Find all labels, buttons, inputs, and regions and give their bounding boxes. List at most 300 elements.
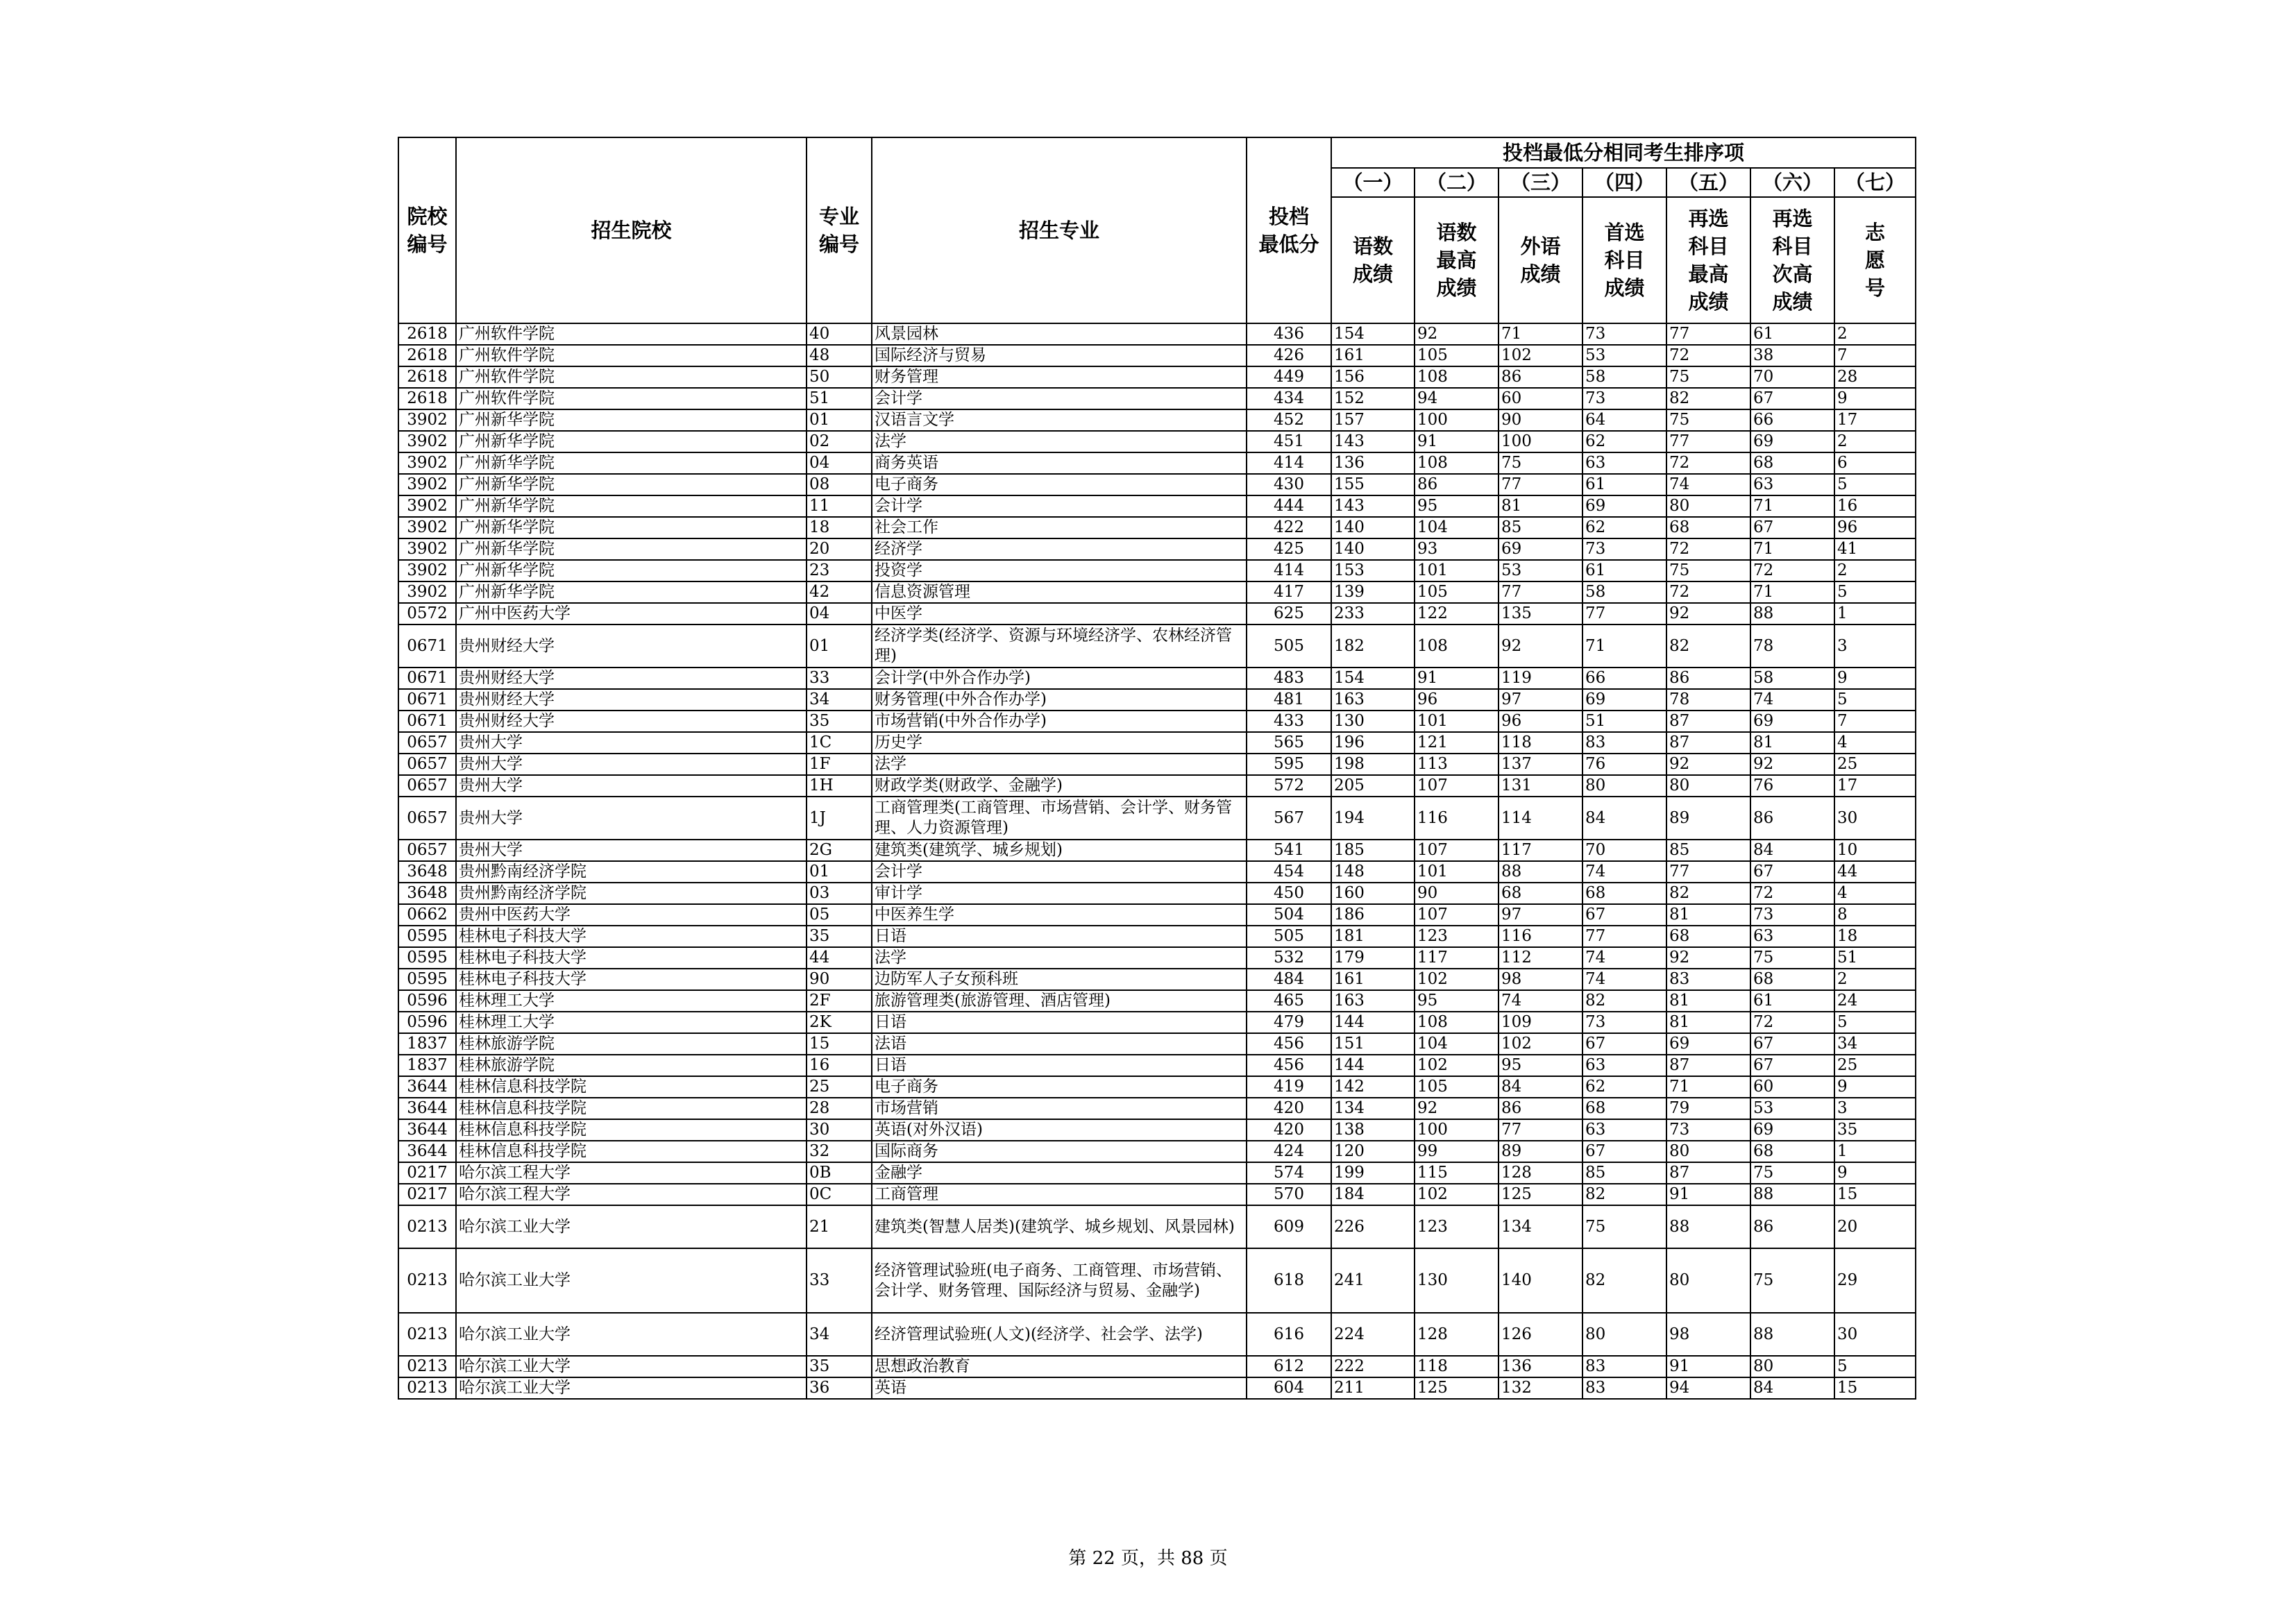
order4-cell: 64	[1582, 409, 1666, 431]
school-code-cell: 3902	[398, 581, 456, 603]
order5-cell: 77	[1666, 323, 1750, 345]
header-order-label: （三）	[1499, 168, 1582, 197]
table-row	[398, 1098, 1916, 1119]
order4-cell: 62	[1582, 431, 1666, 452]
order1-cell: 120	[1331, 1141, 1415, 1162]
min-score-cell: 612	[1247, 1356, 1331, 1377]
table-row	[398, 732, 1916, 754]
order6-cell: 76	[1750, 775, 1834, 797]
order7-cell: 41	[1834, 538, 1916, 560]
table-row	[398, 1356, 1916, 1377]
order3-cell: 77	[1499, 1119, 1582, 1141]
order4-cell: 74	[1582, 969, 1666, 990]
header-order-label: （一）	[1331, 168, 1415, 197]
order7-cell: 30	[1834, 797, 1916, 840]
min-score-cell: 609	[1247, 1205, 1331, 1248]
order4-cell: 69	[1582, 689, 1666, 711]
major-code-cell: 35	[807, 1356, 872, 1377]
order6-cell: 67	[1750, 517, 1834, 538]
min-score-cell: 450	[1247, 883, 1331, 904]
order4-cell: 80	[1582, 1313, 1666, 1356]
school-name-cell: 哈尔滨工业大学	[456, 1313, 807, 1356]
order6-cell: 80	[1750, 1356, 1834, 1377]
major-name-cell: 经济管理试验班(电子商务、工商管理、市场营销、会计学、财务管理、国际经济与贸易、金融学)	[872, 1248, 1247, 1313]
min-score-cell: 436	[1247, 323, 1331, 345]
school-name-cell: 哈尔滨工业大学	[456, 1377, 807, 1399]
order3-cell: 69	[1499, 538, 1582, 560]
table-row	[398, 990, 1916, 1012]
school-code-cell: 3648	[398, 883, 456, 904]
order5-cell: 98	[1666, 1313, 1750, 1356]
order3-cell: 135	[1499, 603, 1582, 624]
order3-cell: 86	[1499, 1098, 1582, 1119]
school-code-cell: 3644	[398, 1098, 456, 1119]
order2-cell: 104	[1415, 517, 1499, 538]
order1-cell: 224	[1331, 1313, 1415, 1356]
major-name-cell: 社会工作	[872, 517, 1247, 538]
order1-cell: 198	[1331, 754, 1415, 775]
order5-cell: 81	[1666, 1012, 1750, 1033]
school-code-cell: 0657	[398, 797, 456, 840]
order4-cell: 67	[1582, 904, 1666, 926]
order7-cell: 10	[1834, 840, 1916, 861]
order5-cell: 87	[1666, 732, 1750, 754]
order4-cell: 63	[1582, 1055, 1666, 1076]
order1-cell: 241	[1331, 1248, 1415, 1313]
major-code-cell: 0B	[807, 1162, 872, 1184]
major-code-cell: 01	[807, 861, 872, 883]
school-code-cell: 0596	[398, 1012, 456, 1033]
school-name-cell: 桂林信息科技学院	[456, 1119, 807, 1141]
order2-cell: 121	[1415, 732, 1499, 754]
order7-cell: 44	[1834, 861, 1916, 883]
major-code-cell: 36	[807, 1377, 872, 1399]
order2-cell: 128	[1415, 1313, 1499, 1356]
major-code-cell: 48	[807, 345, 872, 366]
order6-cell: 67	[1750, 1033, 1834, 1055]
major-code-cell: 35	[807, 711, 872, 732]
school-name-cell: 贵州财经大学	[456, 689, 807, 711]
header-order-label: （五）	[1666, 168, 1750, 197]
order1-cell: 222	[1331, 1356, 1415, 1377]
order1-cell: 163	[1331, 990, 1415, 1012]
order1-cell: 144	[1331, 1012, 1415, 1033]
table-row	[398, 689, 1916, 711]
table-row	[398, 1141, 1916, 1162]
order7-cell: 8	[1834, 904, 1916, 926]
order5-cell: 87	[1666, 1162, 1750, 1184]
major-name-cell: 商务英语	[872, 452, 1247, 474]
order4-cell: 66	[1582, 668, 1666, 689]
order6-cell: 60	[1750, 1076, 1834, 1098]
order4-cell: 62	[1582, 1076, 1666, 1098]
min-score-cell: 483	[1247, 668, 1331, 689]
order1-cell: 205	[1331, 775, 1415, 797]
order7-cell: 25	[1834, 754, 1916, 775]
order2-cell: 99	[1415, 1141, 1499, 1162]
order6-cell: 72	[1750, 1012, 1834, 1033]
school-code-cell: 3648	[398, 861, 456, 883]
order6-cell: 70	[1750, 366, 1834, 388]
min-score-cell: 426	[1247, 345, 1331, 366]
school-code-cell: 2618	[398, 345, 456, 366]
school-name-cell: 贵州大学	[456, 754, 807, 775]
order5-cell: 92	[1666, 603, 1750, 624]
order7-cell: 2	[1834, 560, 1916, 581]
order6-cell: 72	[1750, 883, 1834, 904]
order3-cell: 112	[1499, 947, 1582, 969]
school-name-cell: 桂林旅游学院	[456, 1033, 807, 1055]
order2-cell: 92	[1415, 1098, 1499, 1119]
order1-cell: 155	[1331, 474, 1415, 495]
order1-cell: 226	[1331, 1205, 1415, 1248]
order3-cell: 114	[1499, 797, 1582, 840]
order6-cell: 38	[1750, 345, 1834, 366]
min-score-cell: 456	[1247, 1055, 1331, 1076]
order5-cell: 72	[1666, 538, 1750, 560]
order2-cell: 102	[1415, 1184, 1499, 1205]
order1-cell: 134	[1331, 1098, 1415, 1119]
order3-cell: 117	[1499, 840, 1582, 861]
order1-cell: 152	[1331, 388, 1415, 409]
order5-cell: 75	[1666, 366, 1750, 388]
order5-cell: 94	[1666, 1377, 1750, 1399]
order5-cell: 68	[1666, 926, 1750, 947]
school-code-cell: 0595	[398, 969, 456, 990]
min-score-cell: 532	[1247, 947, 1331, 969]
order4-cell: 76	[1582, 754, 1666, 775]
order6-cell: 88	[1750, 1184, 1834, 1205]
major-code-cell: 16	[807, 1055, 872, 1076]
school-name-cell: 贵州财经大学	[456, 668, 807, 689]
order1-cell: 148	[1331, 861, 1415, 883]
major-name-cell: 工商管理类(工商管理、市场营销、会计学、财务管理、人力资源管理)	[872, 797, 1247, 840]
order2-cell: 104	[1415, 1033, 1499, 1055]
order5-cell: 82	[1666, 388, 1750, 409]
order5-cell: 80	[1666, 1141, 1750, 1162]
order5-cell: 78	[1666, 689, 1750, 711]
table-row	[398, 1076, 1916, 1098]
major-name-cell: 建筑类(建筑学、城乡规划)	[872, 840, 1247, 861]
table-row	[398, 797, 1916, 840]
order6-cell: 68	[1750, 452, 1834, 474]
order6-cell: 67	[1750, 861, 1834, 883]
order2-cell: 101	[1415, 861, 1499, 883]
table-row	[398, 775, 1916, 797]
order4-cell: 58	[1582, 366, 1666, 388]
major-code-cell: 50	[807, 366, 872, 388]
major-name-cell: 信息资源管理	[872, 581, 1247, 603]
order5-cell: 69	[1666, 1033, 1750, 1055]
order5-cell: 77	[1666, 861, 1750, 883]
order3-cell: 71	[1499, 323, 1582, 345]
table-row	[398, 754, 1916, 775]
school-name-cell: 桂林旅游学院	[456, 1055, 807, 1076]
school-code-cell: 0657	[398, 775, 456, 797]
school-code-cell: 0662	[398, 904, 456, 926]
major-code-cell: 20	[807, 538, 872, 560]
header-ranking-group: 投档最低分相同考生排序项	[1331, 137, 1916, 168]
order7-cell: 16	[1834, 495, 1916, 517]
order6-cell: 69	[1750, 431, 1834, 452]
order5-cell: 89	[1666, 797, 1750, 840]
table-header	[398, 137, 1916, 323]
header-order-item: 语数 成绩	[1331, 197, 1415, 323]
table-row	[398, 452, 1916, 474]
order2-cell: 130	[1415, 1248, 1499, 1313]
major-name-cell: 汉语言文学	[872, 409, 1247, 431]
order6-cell: 71	[1750, 581, 1834, 603]
order1-cell: 211	[1331, 1377, 1415, 1399]
header-order-label: （七）	[1834, 168, 1916, 197]
min-score-cell: 604	[1247, 1377, 1331, 1399]
order4-cell: 80	[1582, 775, 1666, 797]
order7-cell: 5	[1834, 581, 1916, 603]
school-name-cell: 桂林电子科技大学	[456, 926, 807, 947]
min-score-cell: 567	[1247, 797, 1331, 840]
school-code-cell: 0657	[398, 732, 456, 754]
school-code-cell: 3902	[398, 431, 456, 452]
order5-cell: 82	[1666, 624, 1750, 668]
order7-cell: 5	[1834, 1356, 1916, 1377]
table-row	[398, 1012, 1916, 1033]
school-name-cell: 广州新华学院	[456, 409, 807, 431]
school-code-cell: 0671	[398, 668, 456, 689]
min-score-cell: 616	[1247, 1313, 1331, 1356]
school-name-cell: 桂林信息科技学院	[456, 1098, 807, 1119]
order2-cell: 117	[1415, 947, 1499, 969]
order7-cell: 17	[1834, 775, 1916, 797]
school-name-cell: 贵州财经大学	[456, 624, 807, 668]
school-name-cell: 哈尔滨工业大学	[456, 1205, 807, 1248]
order1-cell: 157	[1331, 409, 1415, 431]
table-row	[398, 1205, 1916, 1248]
min-score-cell: 451	[1247, 431, 1331, 452]
major-name-cell: 财务管理(中外合作办学)	[872, 689, 1247, 711]
order7-cell: 2	[1834, 323, 1916, 345]
order5-cell: 85	[1666, 840, 1750, 861]
order5-cell: 73	[1666, 1119, 1750, 1141]
order3-cell: 77	[1499, 581, 1582, 603]
min-score-cell: 625	[1247, 603, 1331, 624]
major-code-cell: 11	[807, 495, 872, 517]
order6-cell: 68	[1750, 969, 1834, 990]
min-score-cell: 505	[1247, 926, 1331, 947]
major-code-cell: 02	[807, 431, 872, 452]
order5-cell: 72	[1666, 452, 1750, 474]
order4-cell: 68	[1582, 1098, 1666, 1119]
school-code-cell: 3902	[398, 409, 456, 431]
major-code-cell: 01	[807, 409, 872, 431]
school-name-cell: 桂林信息科技学院	[456, 1141, 807, 1162]
school-code-cell: 0595	[398, 947, 456, 969]
major-name-cell: 英语	[872, 1377, 1247, 1399]
order6-cell: 72	[1750, 560, 1834, 581]
table-row	[398, 560, 1916, 581]
school-name-cell: 广州软件学院	[456, 366, 807, 388]
header-order-item: 语数 最高 成绩	[1415, 197, 1499, 323]
order4-cell: 62	[1582, 517, 1666, 538]
order6-cell: 61	[1750, 990, 1834, 1012]
major-code-cell: 34	[807, 689, 872, 711]
order6-cell: 74	[1750, 689, 1834, 711]
order5-cell: 82	[1666, 883, 1750, 904]
header-order-label: （二）	[1415, 168, 1499, 197]
order3-cell: 81	[1499, 495, 1582, 517]
order2-cell: 123	[1415, 926, 1499, 947]
table-row	[398, 1184, 1916, 1205]
school-name-cell: 贵州大学	[456, 732, 807, 754]
min-score-cell: 444	[1247, 495, 1331, 517]
order7-cell: 15	[1834, 1377, 1916, 1399]
major-code-cell: 23	[807, 560, 872, 581]
school-code-cell: 3644	[398, 1076, 456, 1098]
school-name-cell: 广州新华学院	[456, 538, 807, 560]
table-row	[398, 883, 1916, 904]
order5-cell: 88	[1666, 1205, 1750, 1248]
order3-cell: 97	[1499, 904, 1582, 926]
school-code-cell: 0217	[398, 1184, 456, 1205]
order2-cell: 102	[1415, 1055, 1499, 1076]
major-name-cell: 经济学类(经济学、资源与环境经济学、农林经济管理)	[872, 624, 1247, 668]
order2-cell: 105	[1415, 1076, 1499, 1098]
table-row	[398, 1119, 1916, 1141]
table-row	[398, 431, 1916, 452]
order3-cell: 100	[1499, 431, 1582, 452]
header-order-label: （六）	[1750, 168, 1834, 197]
order4-cell: 63	[1582, 1119, 1666, 1141]
major-code-cell: 44	[807, 947, 872, 969]
table-body	[398, 323, 1916, 1399]
table-row	[398, 474, 1916, 495]
major-code-cell: 28	[807, 1098, 872, 1119]
order6-cell: 67	[1750, 1055, 1834, 1076]
order3-cell: 102	[1499, 1033, 1582, 1055]
order5-cell: 80	[1666, 775, 1750, 797]
order4-cell: 77	[1582, 603, 1666, 624]
major-name-cell: 边防军人子女预科班	[872, 969, 1247, 990]
school-name-cell: 桂林理工大学	[456, 1012, 807, 1033]
major-code-cell: 2G	[807, 840, 872, 861]
order1-cell: 154	[1331, 323, 1415, 345]
min-score-cell: 595	[1247, 754, 1331, 775]
school-code-cell: 3902	[398, 538, 456, 560]
major-name-cell: 思想政治教育	[872, 1356, 1247, 1377]
order6-cell: 86	[1750, 797, 1834, 840]
order5-cell: 81	[1666, 990, 1750, 1012]
admission-score-table	[398, 137, 1916, 1400]
order1-cell: 161	[1331, 345, 1415, 366]
order2-cell: 115	[1415, 1162, 1499, 1184]
major-name-cell: 中医养生学	[872, 904, 1247, 926]
order3-cell: 126	[1499, 1313, 1582, 1356]
school-name-cell: 贵州黔南经济学院	[456, 883, 807, 904]
order3-cell: 132	[1499, 1377, 1582, 1399]
major-name-cell: 日语	[872, 926, 1247, 947]
order1-cell: 140	[1331, 538, 1415, 560]
major-code-cell: 30	[807, 1119, 872, 1141]
order6-cell: 53	[1750, 1098, 1834, 1119]
table-row	[398, 969, 1916, 990]
major-code-cell: 51	[807, 388, 872, 409]
header-order-item: 外语 成绩	[1499, 197, 1582, 323]
school-code-cell: 0213	[398, 1205, 456, 1248]
major-name-cell: 建筑类(智慧人居类)(建筑学、城乡规划、风景园林)	[872, 1205, 1247, 1248]
order1-cell: 154	[1331, 668, 1415, 689]
table-row	[398, 323, 1916, 345]
order5-cell: 74	[1666, 474, 1750, 495]
school-code-cell: 0213	[398, 1356, 456, 1377]
school-code-cell: 0595	[398, 926, 456, 947]
order4-cell: 53	[1582, 345, 1666, 366]
order3-cell: 97	[1499, 689, 1582, 711]
school-code-cell: 0213	[398, 1377, 456, 1399]
table-row	[398, 668, 1916, 689]
major-name-cell: 旅游管理类(旅游管理、酒店管理)	[872, 990, 1247, 1012]
order1-cell: 151	[1331, 1033, 1415, 1055]
major-name-cell: 市场营销(中外合作办学)	[872, 711, 1247, 732]
major-code-cell: 1H	[807, 775, 872, 797]
min-score-cell: 419	[1247, 1076, 1331, 1098]
major-code-cell: 25	[807, 1076, 872, 1098]
major-code-cell: 1C	[807, 732, 872, 754]
order1-cell: 142	[1331, 1076, 1415, 1098]
school-name-cell: 广州新华学院	[456, 474, 807, 495]
order6-cell: 84	[1750, 1377, 1834, 1399]
major-code-cell: 2K	[807, 1012, 872, 1033]
order6-cell: 69	[1750, 1119, 1834, 1141]
order6-cell: 78	[1750, 624, 1834, 668]
order5-cell: 81	[1666, 904, 1750, 926]
order6-cell: 73	[1750, 904, 1834, 926]
order4-cell: 74	[1582, 947, 1666, 969]
order4-cell: 73	[1582, 323, 1666, 345]
school-code-cell: 0213	[398, 1313, 456, 1356]
order4-cell: 84	[1582, 797, 1666, 840]
school-name-cell: 广州新华学院	[456, 560, 807, 581]
major-name-cell: 日语	[872, 1012, 1247, 1033]
school-name-cell: 广州新华学院	[456, 431, 807, 452]
order2-cell: 91	[1415, 431, 1499, 452]
major-name-cell: 法学	[872, 947, 1247, 969]
order1-cell: 199	[1331, 1162, 1415, 1184]
table-row	[398, 1055, 1916, 1076]
order2-cell: 96	[1415, 689, 1499, 711]
major-code-cell: 18	[807, 517, 872, 538]
order7-cell: 24	[1834, 990, 1916, 1012]
major-name-cell: 法学	[872, 431, 1247, 452]
order3-cell: 137	[1499, 754, 1582, 775]
school-name-cell: 广州新华学院	[456, 581, 807, 603]
school-name-cell: 贵州大学	[456, 840, 807, 861]
order7-cell: 3	[1834, 1098, 1916, 1119]
order4-cell: 83	[1582, 1356, 1666, 1377]
order2-cell: 92	[1415, 323, 1499, 345]
school-code-cell: 0572	[398, 603, 456, 624]
school-name-cell: 桂林理工大学	[456, 990, 807, 1012]
order6-cell: 68	[1750, 1141, 1834, 1162]
min-score-cell: 465	[1247, 990, 1331, 1012]
major-code-cell: 34	[807, 1313, 872, 1356]
major-code-cell: 32	[807, 1141, 872, 1162]
min-score-cell: 481	[1247, 689, 1331, 711]
order7-cell: 9	[1834, 668, 1916, 689]
school-code-cell: 3644	[398, 1141, 456, 1162]
order3-cell: 88	[1499, 861, 1582, 883]
order5-cell: 77	[1666, 431, 1750, 452]
min-score-cell: 572	[1247, 775, 1331, 797]
order7-cell: 3	[1834, 624, 1916, 668]
